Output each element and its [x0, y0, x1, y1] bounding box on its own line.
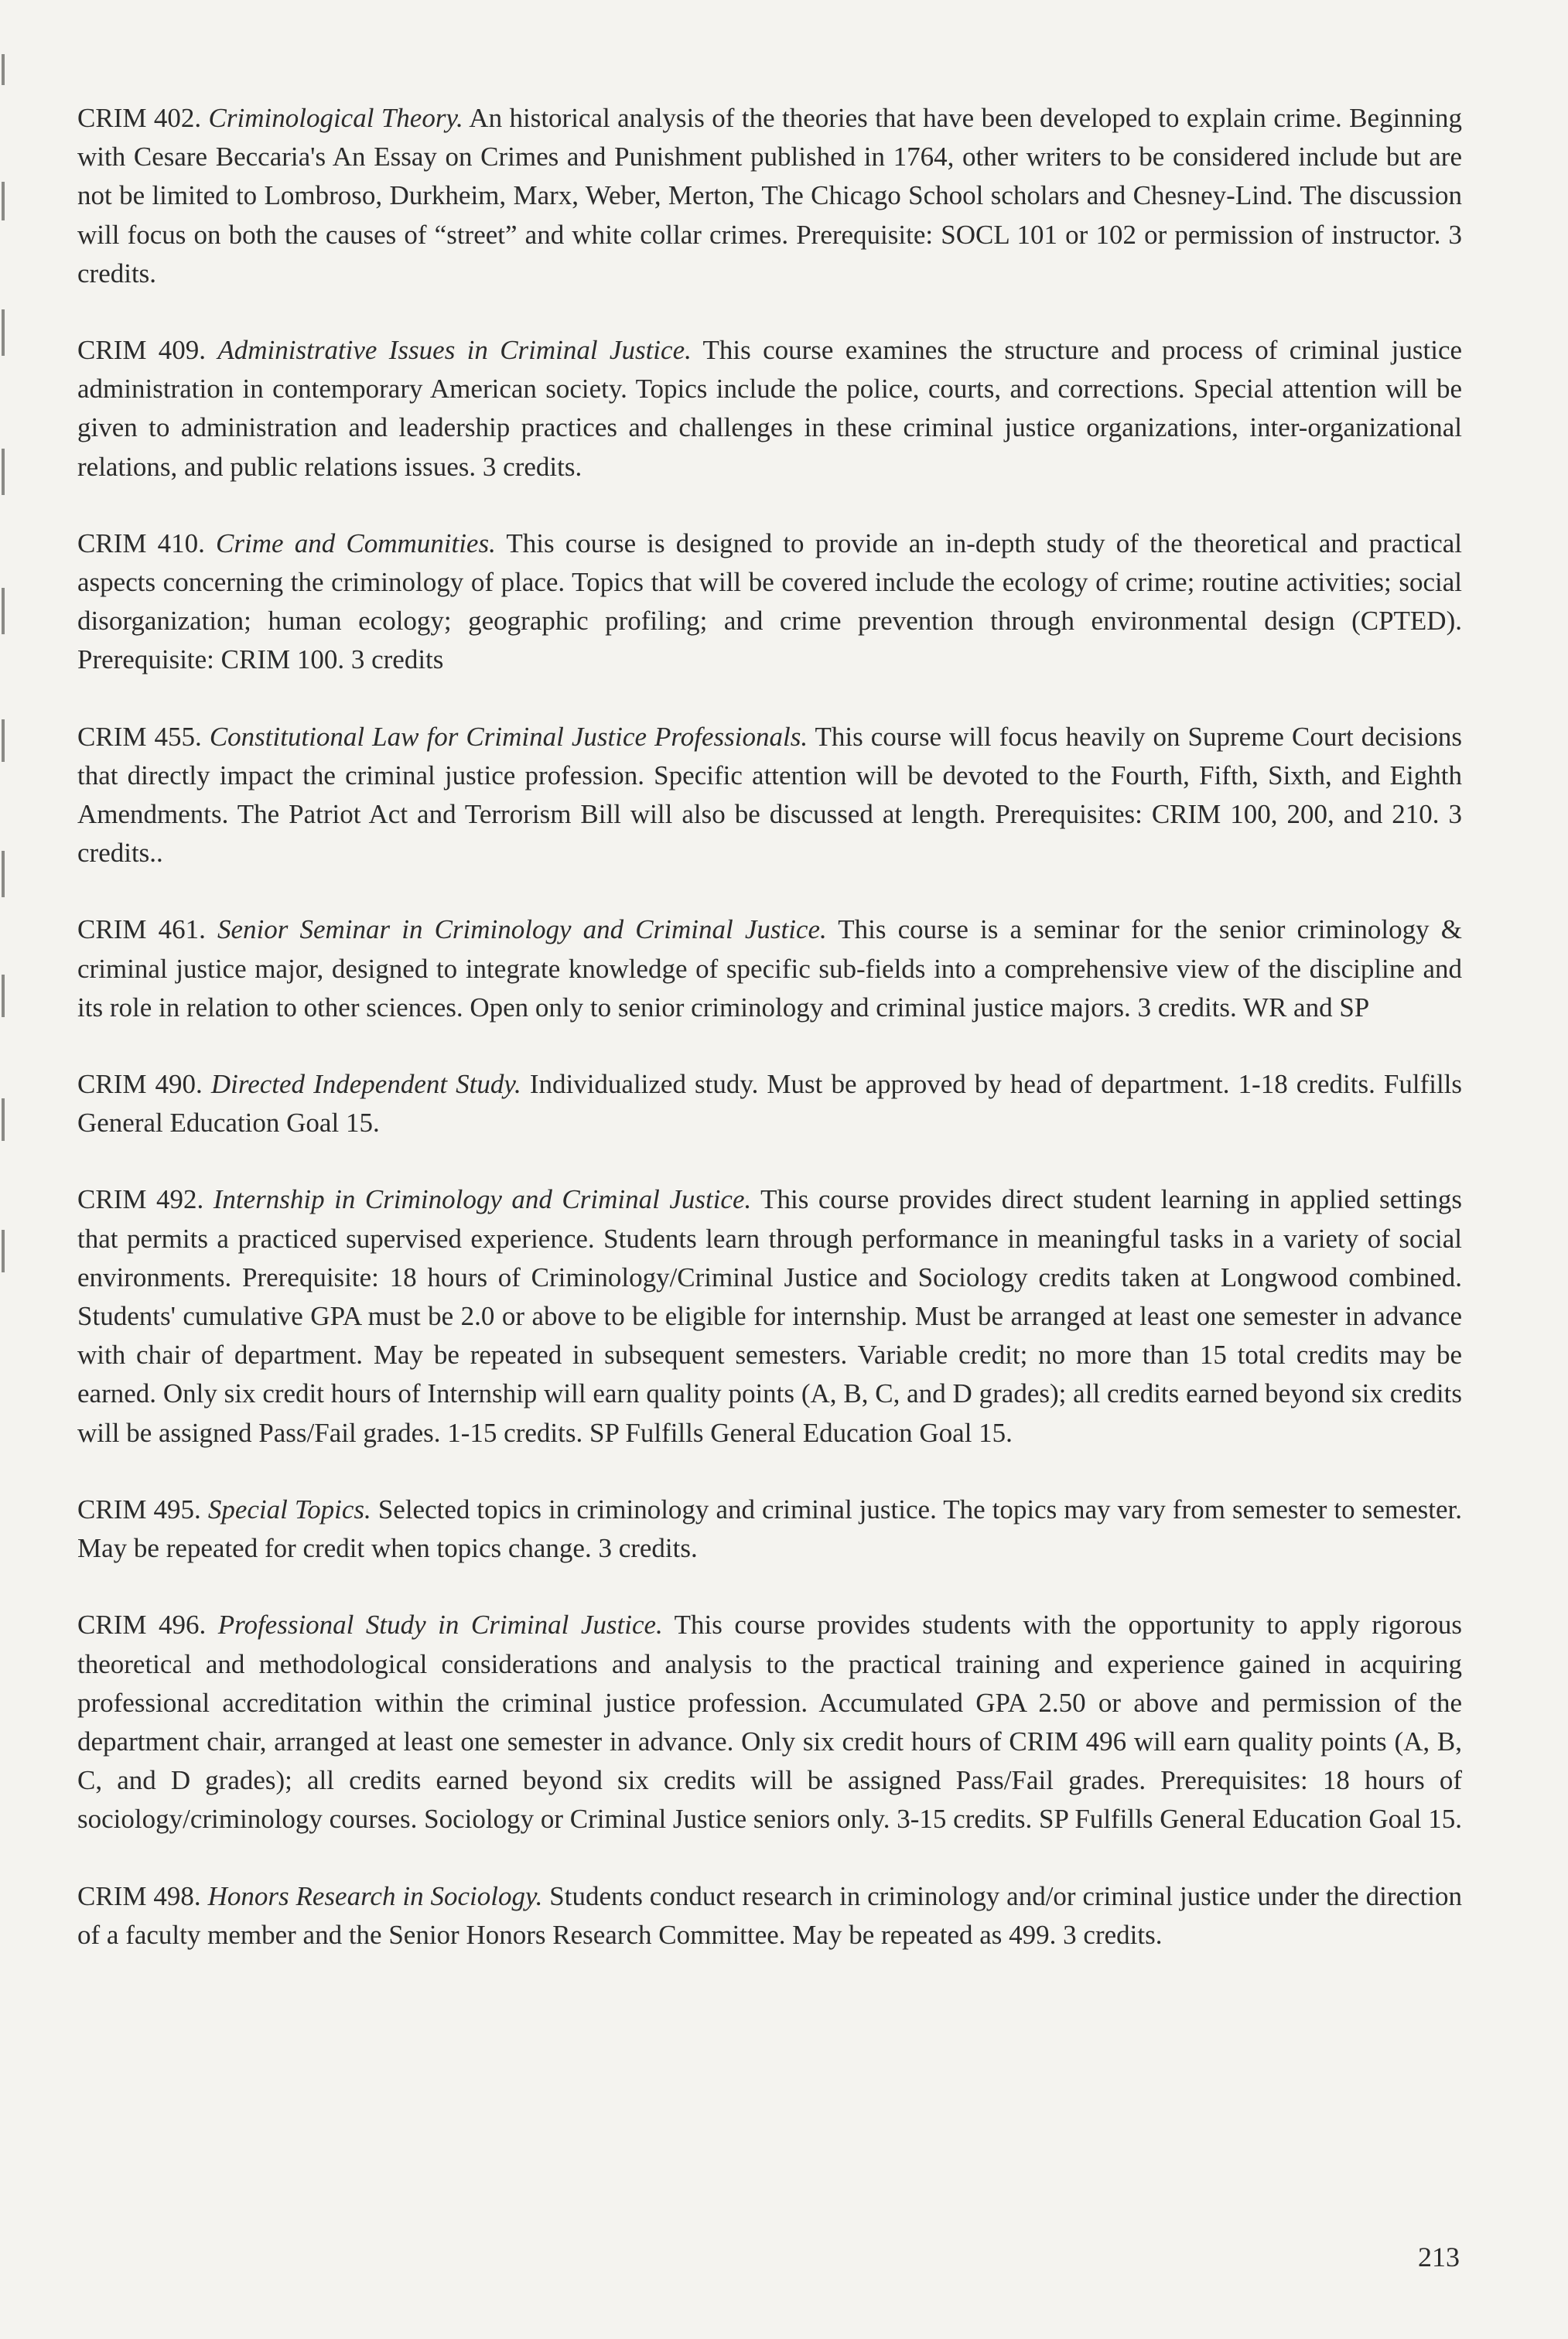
course-title: Directed Independent Study. — [210, 1069, 521, 1100]
course-code: CRIM 492. — [77, 1184, 204, 1215]
course-description: This course provides direct student learning in applied settings that permits a practiced supervised experience. Students learn through performance in meaningful tasks in a variety of social environments. Prerequisite: 18 hours of Criminology/Criminal Justice and Sociology credits taken at Longwood combined. Students' cumulative GPA must be 2.0 or above to be eligible for internship. Must be arranged at least one semester in advance with chair of department. May be repeated in subsequent semesters. Variable credit; no more than 15 total credits may be earned. Only six credit hours of Internship will earn quality points (A, B, C, and D grades); all credits earned beyond six credits will be assigned Pass/Fail grades. 1-15 credits. SP Fulfills General Education Goal 15. — [77, 1184, 1463, 1448]
course-entry-crim-461 — [77, 910, 1462, 1027]
course-title: Internship in Criminology and Criminal Justice. — [213, 1184, 752, 1215]
course-description: This course is designed to provide an in-depth study of the theoretical and practical aspects concerning the criminology of place. Topics that will be covered include the ecology of crime; routine activities; social disorganization; human ecology; geographic profiling; and crime prevention through environmental design (CPTED). Prerequisite: CRIM 100. 3 credits — [77, 528, 1463, 675]
course-title: Constitutional Law for Criminal Justice Professionals. — [209, 721, 808, 752]
binding-mark — [2, 449, 5, 495]
course-description: Students conduct research in criminology and/or criminal justice under the direction of a faculty member and the Senior Honors Research Committee. May be repeated as 499. 3 credits. — [77, 1880, 1463, 1950]
course-code: CRIM 410. — [77, 528, 205, 558]
binding-mark — [2, 851, 5, 897]
course-code: CRIM 496. — [77, 1610, 207, 1641]
course-entry-crim-498 — [77, 1877, 1462, 1955]
binding-mark — [2, 975, 5, 1017]
course-description: Individualized study. Must be approved by head of department. 1-18 credits. Fulfills General Education Goal 15. — [77, 1069, 1463, 1139]
course-title: Administrative Issues in Criminal Justice. — [217, 335, 692, 366]
course-code: CRIM 409. — [77, 335, 207, 366]
course-title: Special Topics. — [207, 1494, 371, 1525]
page-number: 213 — [1418, 2242, 1460, 2272]
course-title: Senior Seminar in Criminology and Criminal Justice. — [217, 914, 827, 945]
course-title: Honors Research in Sociology. — [207, 1880, 543, 1911]
binding-mark — [2, 719, 5, 762]
course-code: CRIM 498. — [77, 1880, 201, 1911]
course-entry-crim-490 — [77, 1065, 1462, 1142]
binding-edge-marks — [0, 0, 9, 2339]
course-title: Crime and Communities. — [216, 528, 496, 558]
course-entry-crim-409 — [77, 331, 1462, 487]
course-entry-crim-402 — [77, 99, 1462, 293]
course-title: Professional Study in Criminal Justice. — [217, 1610, 663, 1641]
course-code: CRIM 490. — [77, 1069, 203, 1100]
binding-mark — [2, 588, 5, 634]
course-description: This course will focus heavily on Supreme Court decisions that directly impact the criminal justice profession. Specific attention will be devoted to the Fourth, Fifth, Sixth, and Eighth Amendments. The Patriot Act and Terrorism Bill will also be discussed at length. Prerequisites: CRIM 100, 200, and 210. 3 credits.. — [77, 721, 1463, 869]
course-description: This course provides students with the opportunity to apply rigorous theoretical and methodological considerations and analysis to the practical training and experience gained in acquiring professional accreditation within the criminal justice profession. Accumulated GPA 2.50 or above and permission of the department chair, arranged at least one semester in advance. Only six credit hours of CRIM 496 will earn quality points (A, B, C, and D grades); all credits earned beyond six credits will be assigned Pass/Fail grades. Prerequisites: 18 hours of sociology/criminology courses. Sociology or Criminal Justice seniors only. 3-15 credits. SP Fulfills General Education Goal 15. — [77, 1610, 1463, 1835]
course-entry-crim-492 — [77, 1180, 1462, 1452]
course-entry-crim-410 — [77, 524, 1462, 680]
course-description: This course is a seminar for the senior criminology & criminal justice major, designed to integrate knowledge of specific sub-fields into a comprehensive view of the discipline and its role in relation to other sciences. Open only to senior criminology and criminal justice majors. 3 credits. WR and SP — [77, 914, 1463, 1023]
course-code: CRIM 495. — [77, 1494, 201, 1525]
course-description: This course examines the structure and process of criminal justice administration in contemporary American society. Topics include the police, courts, and corrections. Special attention will be given to administration and leadership practices and challenges in these criminal justice organizations, inter-organizational relations, and public relations issues. 3 credits. — [77, 335, 1463, 482]
course-description: An historical analysis of the theories that have been developed to explain crime. Beginning with Cesare Beccaria's An Essay on Crimes and Punishment published in 1764, other writers to be considered include but are not be limited to Lombroso, Durkheim, Marx, Weber, Merton, The Chicago School scholars and Chesney-Lind. The discussion will focus on both the causes of “street” and white collar crimes. Prerequisite: SOCL 101 or 102 or permission of instructor. 3 credits. — [77, 103, 1462, 289]
binding-mark — [2, 1230, 5, 1272]
course-list — [77, 99, 1462, 1992]
course-title: Criminological Theory. — [208, 103, 463, 133]
binding-mark — [2, 309, 5, 356]
course-code: CRIM 455. — [77, 721, 202, 752]
course-entry-crim-496 — [77, 1606, 1462, 1839]
binding-mark — [2, 182, 5, 220]
course-code: CRIM 402. — [77, 103, 202, 133]
course-entry-crim-455 — [77, 718, 1462, 873]
binding-mark — [2, 1098, 5, 1141]
binding-mark — [2, 54, 5, 85]
course-code: CRIM 461. — [77, 914, 206, 945]
course-description: Selected topics in criminology and criminal justice. The topics may vary from semester to semester. May be repeated for credit when topics change. 3 credits. — [77, 1494, 1462, 1564]
course-entry-crim-495 — [77, 1490, 1462, 1568]
